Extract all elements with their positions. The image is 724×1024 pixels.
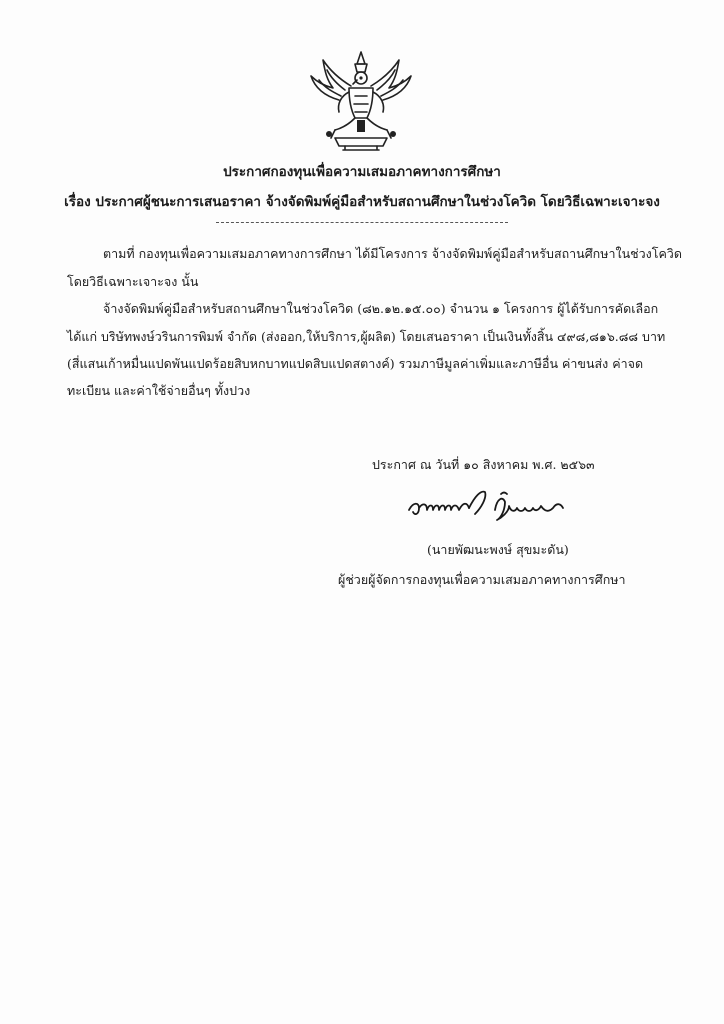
paragraph2-line4: ทะเบียน และค่าใช้จ่ายอื่นๆ ทั้งปวง [67,383,251,398]
separator-line [216,222,508,223]
paragraph2-line2: ได้แก่ บริษัทพงษ์วรินการพิมพ์ จำกัด (ส่งออก,ให้บริการ,ผู้ผลิต) โดยเสนอราคา เป็นเงินทั้งสิ้น ๔๙๘,๘๑๖.๘๘ บาท [67,329,666,344]
document-title: ประกาศกองทุนเพื่อความเสมอภาคทางการศึกษา [223,164,501,180]
paragraph2-line3: (สี่แสนเก้าหมื่นแปดพันแปดร้อยสิบหกบาทแปดสิบแปดสตางค์) รวมภาษีมูลค่าเพิ่มและภาษีอื่น ค่าขนส่ง ค่าจด [67,356,644,371]
signatory-position: ผู้ช่วยผู้จัดการกองทุนเพื่อความเสมอภาคทางการศึกษา [338,572,626,587]
document-subject: เรื่อง ประกาศผู้ชนะการเสนอราคา จ้างจัดพิมพ์คู่มือสำหรับสถานศึกษาในช่วงโควิด โดยวิธีเฉพาะเจาะจง [64,194,660,210]
paragraph2-line1: จ้างจัดพิมพ์คู่มือสำหรับสถานศึกษาในช่วงโควิด (๘๒.๑๒.๑๕.๐๐) จำนวน ๑ โครงการ ผู้ได้รับการคัดเลือก [103,301,659,316]
signatory-name: (นายพัฒนะพงษ์ สุขมะดัน) [427,542,569,557]
paragraph1-line1: ตามที่ กองทุนเพื่อความเสมอภาคทางการศึกษา ได้มีโครงการ จ้างจัดพิมพ์คู่มือสำหรับสถานศึกษาในช่วงโควิด [103,246,682,261]
paragraph1-line2: โดยวิธีเฉพาะเจาะจง นั้น [67,274,199,289]
handwritten-signature [405,488,587,526]
garuda-emblem-icon [305,50,417,152]
announcement-date: ประกาศ ณ วันที่ ๑๐ สิงหาคม พ.ศ. ๒๕๖๓ [372,457,595,472]
